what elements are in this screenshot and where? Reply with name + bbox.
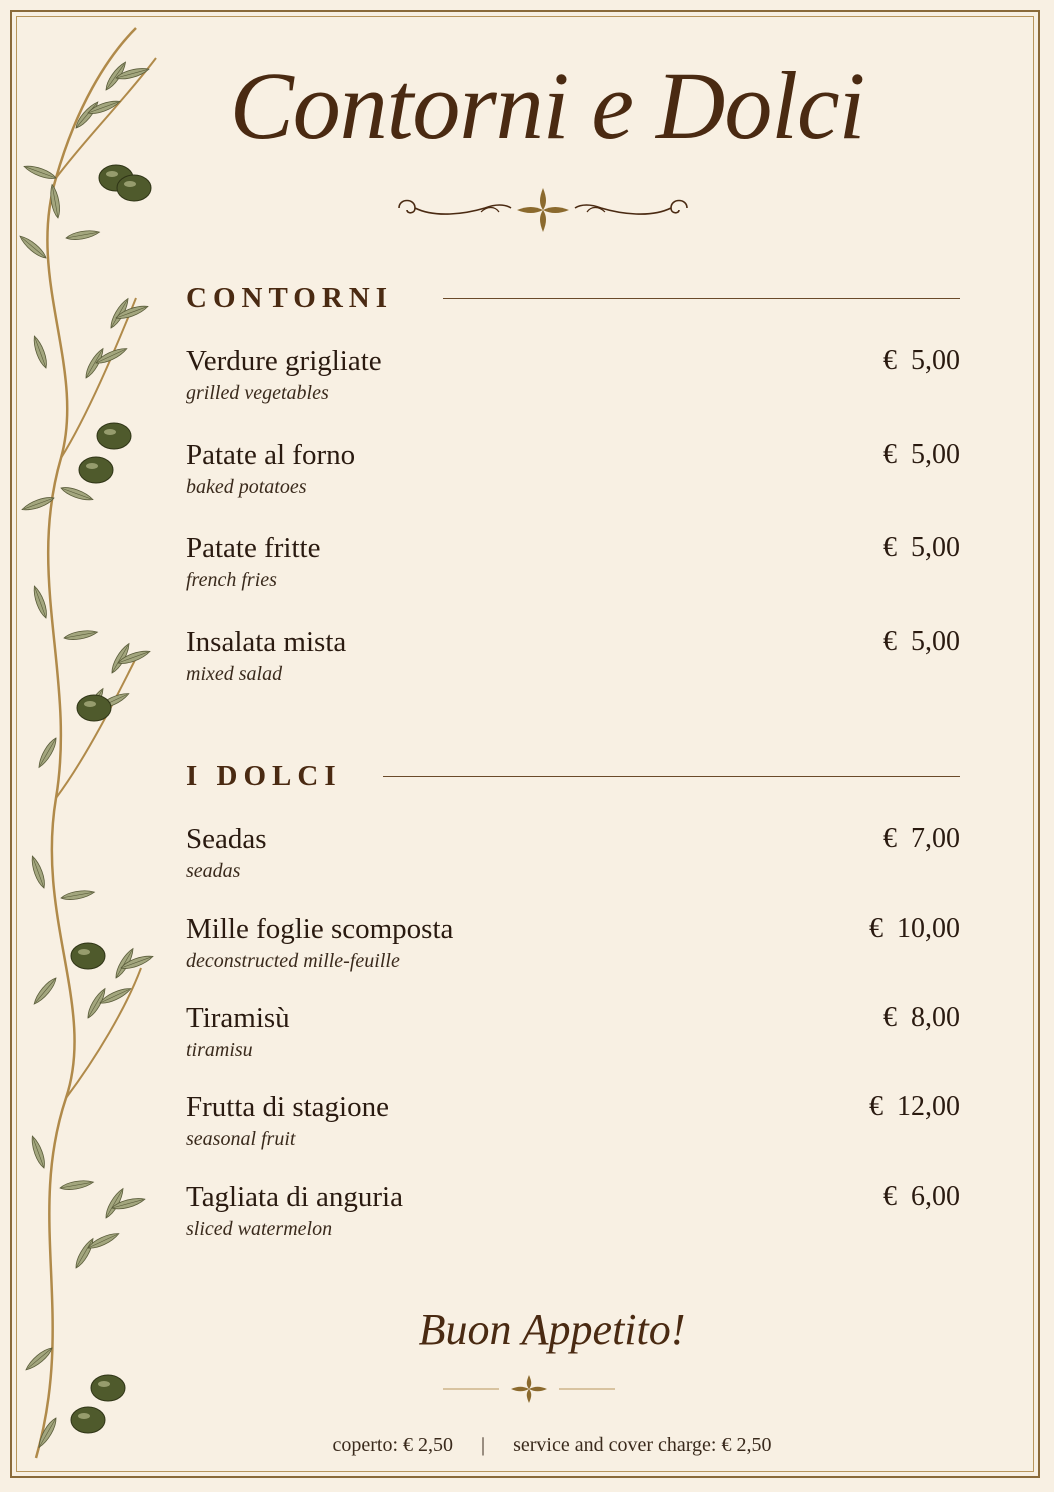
- menu-item: [186, 1180, 960, 1242]
- item-price: € 5,00: [883, 439, 960, 470]
- section-divider: [383, 776, 960, 777]
- item-description: seadas: [186, 860, 241, 882]
- item-name: Verdure grigliate: [186, 345, 382, 377]
- cover-charge-en: service and cover charge: € 2,50: [513, 1434, 772, 1456]
- section-heading-contorni: CONTORNI: [186, 282, 393, 314]
- item-description: sliced watermelon: [186, 1218, 333, 1240]
- item-description: seasonal fruit: [186, 1128, 296, 1150]
- menu-item: [186, 1090, 960, 1152]
- menu-item: [186, 822, 960, 884]
- footer-separator: |: [481, 1434, 486, 1456]
- footer-note: [0, 1434, 1054, 1457]
- section-divider: [443, 298, 960, 299]
- item-name: Insalata mista: [186, 626, 347, 658]
- small-flourish-icon: [443, 1372, 615, 1406]
- item-price: € 5,00: [883, 532, 960, 563]
- item-description: french fries: [186, 569, 277, 591]
- menu-item: [186, 531, 960, 593]
- item-description: grilled vegetables: [186, 382, 329, 404]
- menu-item: [186, 625, 960, 687]
- item-price: € 6,00: [883, 1181, 960, 1212]
- item-name: Frutta di stagione: [186, 1091, 389, 1123]
- item-price: € 7,00: [883, 823, 960, 854]
- item-price: € 10,00: [869, 913, 960, 944]
- item-description: deconstructed mille-feuille: [186, 950, 400, 972]
- section-heading-dolci: I DOLCI: [186, 760, 342, 792]
- item-name: Tiramisù: [186, 1002, 290, 1034]
- menu-item: [186, 1001, 960, 1063]
- item-name: Tagliata di anguria: [186, 1181, 403, 1213]
- item-description: mixed salad: [186, 663, 283, 685]
- item-name: Patate al forno: [186, 439, 356, 471]
- menu-item: [186, 438, 960, 500]
- item-price: € 5,00: [883, 626, 960, 657]
- item-price: € 5,00: [883, 345, 960, 376]
- item-name: Seadas: [186, 823, 267, 855]
- item-name: Patate fritte: [186, 532, 321, 564]
- menu-title: Contorni e Dolci: [229, 52, 865, 159]
- item-price: € 8,00: [883, 1002, 960, 1033]
- item-description: tiramisu: [186, 1039, 253, 1061]
- item-name: Mille foglie scomposta: [186, 913, 454, 945]
- menu-item: [186, 344, 960, 406]
- item-description: baked potatoes: [186, 476, 307, 498]
- item-price: € 12,00: [869, 1091, 960, 1122]
- cover-charge-it: coperto: € 2,50: [332, 1434, 454, 1456]
- menu-item: [186, 912, 960, 974]
- flourish-ornament-icon: [395, 186, 691, 234]
- closing-phrase: Buon Appetito!: [418, 1305, 686, 1354]
- olive-branch-icon: [16, 18, 176, 1468]
